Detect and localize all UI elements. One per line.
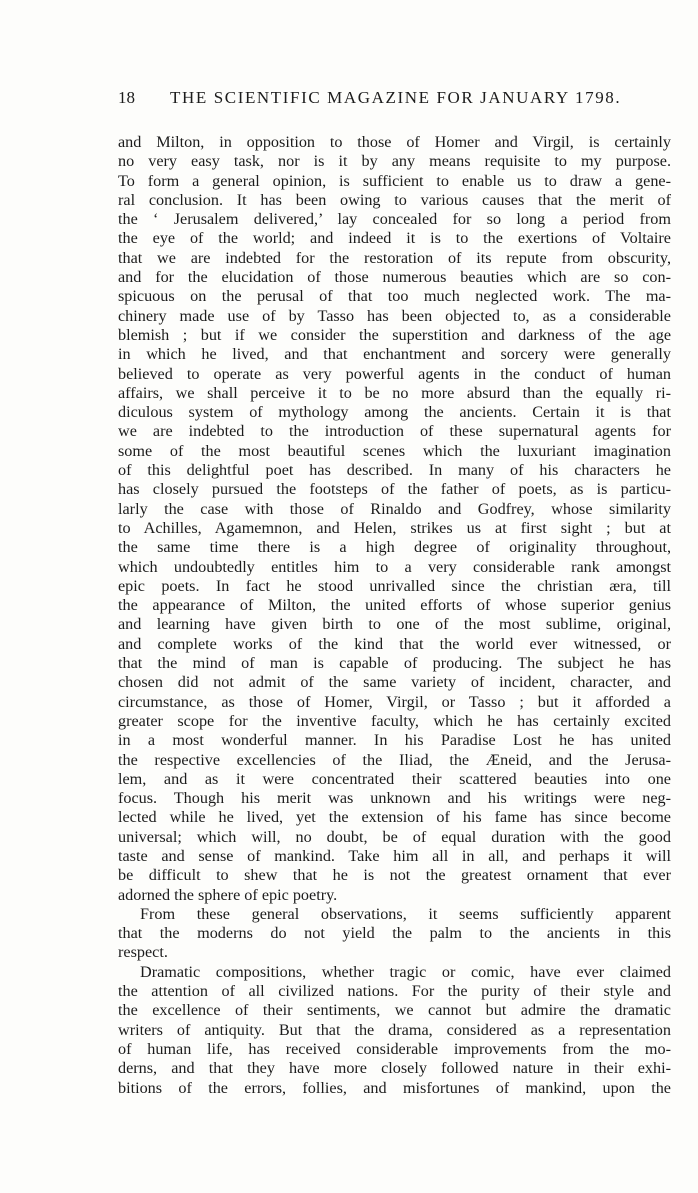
text-line: and Milton, in opposition to those of Homer and Virgil, is certainly xyxy=(118,133,671,151)
text-line: spicuous on the perusal of that too much neglected work. The ma- xyxy=(118,287,671,306)
text-line: of this delightful poet has described. In many of his characters he xyxy=(118,461,671,480)
text-line: lem, and as it were concentrated their scattered beauties into one xyxy=(118,769,671,788)
text-line: the excellence of their sentiments, we cannot but admire the dramatic xyxy=(118,1001,671,1020)
page-number: 18 xyxy=(118,88,135,107)
running-header xyxy=(118,88,673,112)
text-line: believed to operate as very powerful agents in the conduct of human xyxy=(118,364,671,383)
text-line: be difficult to shew that he is not the greatest ornament that ever xyxy=(118,866,671,885)
text-line: that we are indebted for the restoration of its repute from obscurity, xyxy=(118,248,671,267)
text-line: that the mind of man is capable of producing. The subject he has xyxy=(118,654,671,673)
text-line: the respective excellencies of the Iliad, the Æneid, and the Jerusa- xyxy=(118,750,671,769)
text-line: universal; which will, no doubt, be of equal duration with the good xyxy=(118,827,671,846)
text-line: the same time there is a high degree of originality throughout, xyxy=(118,538,671,557)
text-line: affairs, we shall perceive it to be no more absurd than the equally ri- xyxy=(118,383,671,402)
text-line: From these general observations, it seems sufficiently apparent xyxy=(140,904,671,923)
text-line: and for the elucidation of those numerous beauties which are so con- xyxy=(118,268,671,287)
text-line: focus. Though his merit was unknown and his writings were neg- xyxy=(118,789,671,808)
text-line: adorned the sphere of epic poetry. xyxy=(118,885,338,904)
text-line: taste and sense of mankind. Take him all in all, and perhaps it will xyxy=(118,846,671,865)
text-line: has closely pursued the footsteps of the father of poets, as is particu- xyxy=(118,480,671,499)
text-line: Dramatic compositions, whether tragic or comic, have ever claimed xyxy=(140,962,671,981)
text-line: To form a general opinion, is sufficient to enable us to draw a gene- xyxy=(118,171,671,190)
text-line: in which he lived, and that enchantment and sorcery were generally xyxy=(118,345,671,364)
text-line: in a most wonderful manner. In his Paradise Lost he has united xyxy=(118,731,671,750)
text-line: the appearance of Milton, the united efforts of whose superior genius xyxy=(118,596,671,615)
running-title: THE SCIENTIFIC MAGAZINE FOR JANUARY 1798. xyxy=(170,88,622,107)
text-line: circumstance, as those of Homer, Virgil, or Tasso ; but it afforded a xyxy=(118,692,671,711)
text-line: larly the case with those of Rinaldo and Godfrey, whose similarity xyxy=(118,499,671,518)
text-line: which undoubtedly entitles him to a very considerable rank amongst xyxy=(118,557,671,576)
text-line: chinery made use of by Tasso has been objected to, as a considerable xyxy=(118,306,671,325)
text-line: respect. xyxy=(118,943,168,962)
text-line: writers of antiquity. But that the drama, considered as a representation xyxy=(118,1020,671,1039)
text-line: some of the most beautiful scenes which the luxuriant imagination xyxy=(118,441,671,460)
text-line: that the moderns do not yield the palm to the ancients in this xyxy=(118,924,671,943)
text-line: to Achilles, Agamemnon, and Helen, strikes us at first sight ; but at xyxy=(118,518,671,537)
text-line: and complete works of the kind that the world ever witnessed, or xyxy=(118,634,671,653)
text-line: and learning have given birth to one of the most sublime, original, xyxy=(118,615,671,634)
text-line: no very easy task, nor is it by any means requisite to my purpose. xyxy=(118,152,671,171)
text-line: greater scope for the inventive faculty, which he has certainly excited xyxy=(118,711,671,730)
text-line: of human life, has received considerable improvements from the mo- xyxy=(118,1039,671,1058)
text-line: chosen did not admit of the same variety of incident, character, and xyxy=(118,673,671,692)
text-line: bitions of the errors, follies, and misfortunes of mankind, upon the xyxy=(118,1078,671,1097)
text-line: we are indebted to the introduction of these supernatural agents for xyxy=(118,422,671,441)
text-line: diculous system of mythology among the ancients. Certain it is that xyxy=(118,403,671,422)
text-line: the ‘ Jerusalem delivered,’ lay concealed for so long a period from xyxy=(118,210,671,229)
text-line: epic poets. In fact he stood unrivalled since the christian æra, till xyxy=(118,576,671,595)
text-line: the attention of all civilized nations. For the purity of their style and xyxy=(118,982,671,1001)
text-line: blemish ; but if we consider the superstition and darkness of the age xyxy=(118,325,671,344)
text-line: lected while he lived, yet the extension of his fame has since become xyxy=(118,808,671,827)
text-line: ral conclusion. It has been owing to various causes that the merit of xyxy=(118,190,671,209)
text-line: derns, and that they have more closely followed nature in their exhi- xyxy=(118,1059,671,1078)
article-body xyxy=(118,133,671,1098)
text-line: the eye of the world; and indeed it is to the exertions of Voltaire xyxy=(118,229,671,248)
